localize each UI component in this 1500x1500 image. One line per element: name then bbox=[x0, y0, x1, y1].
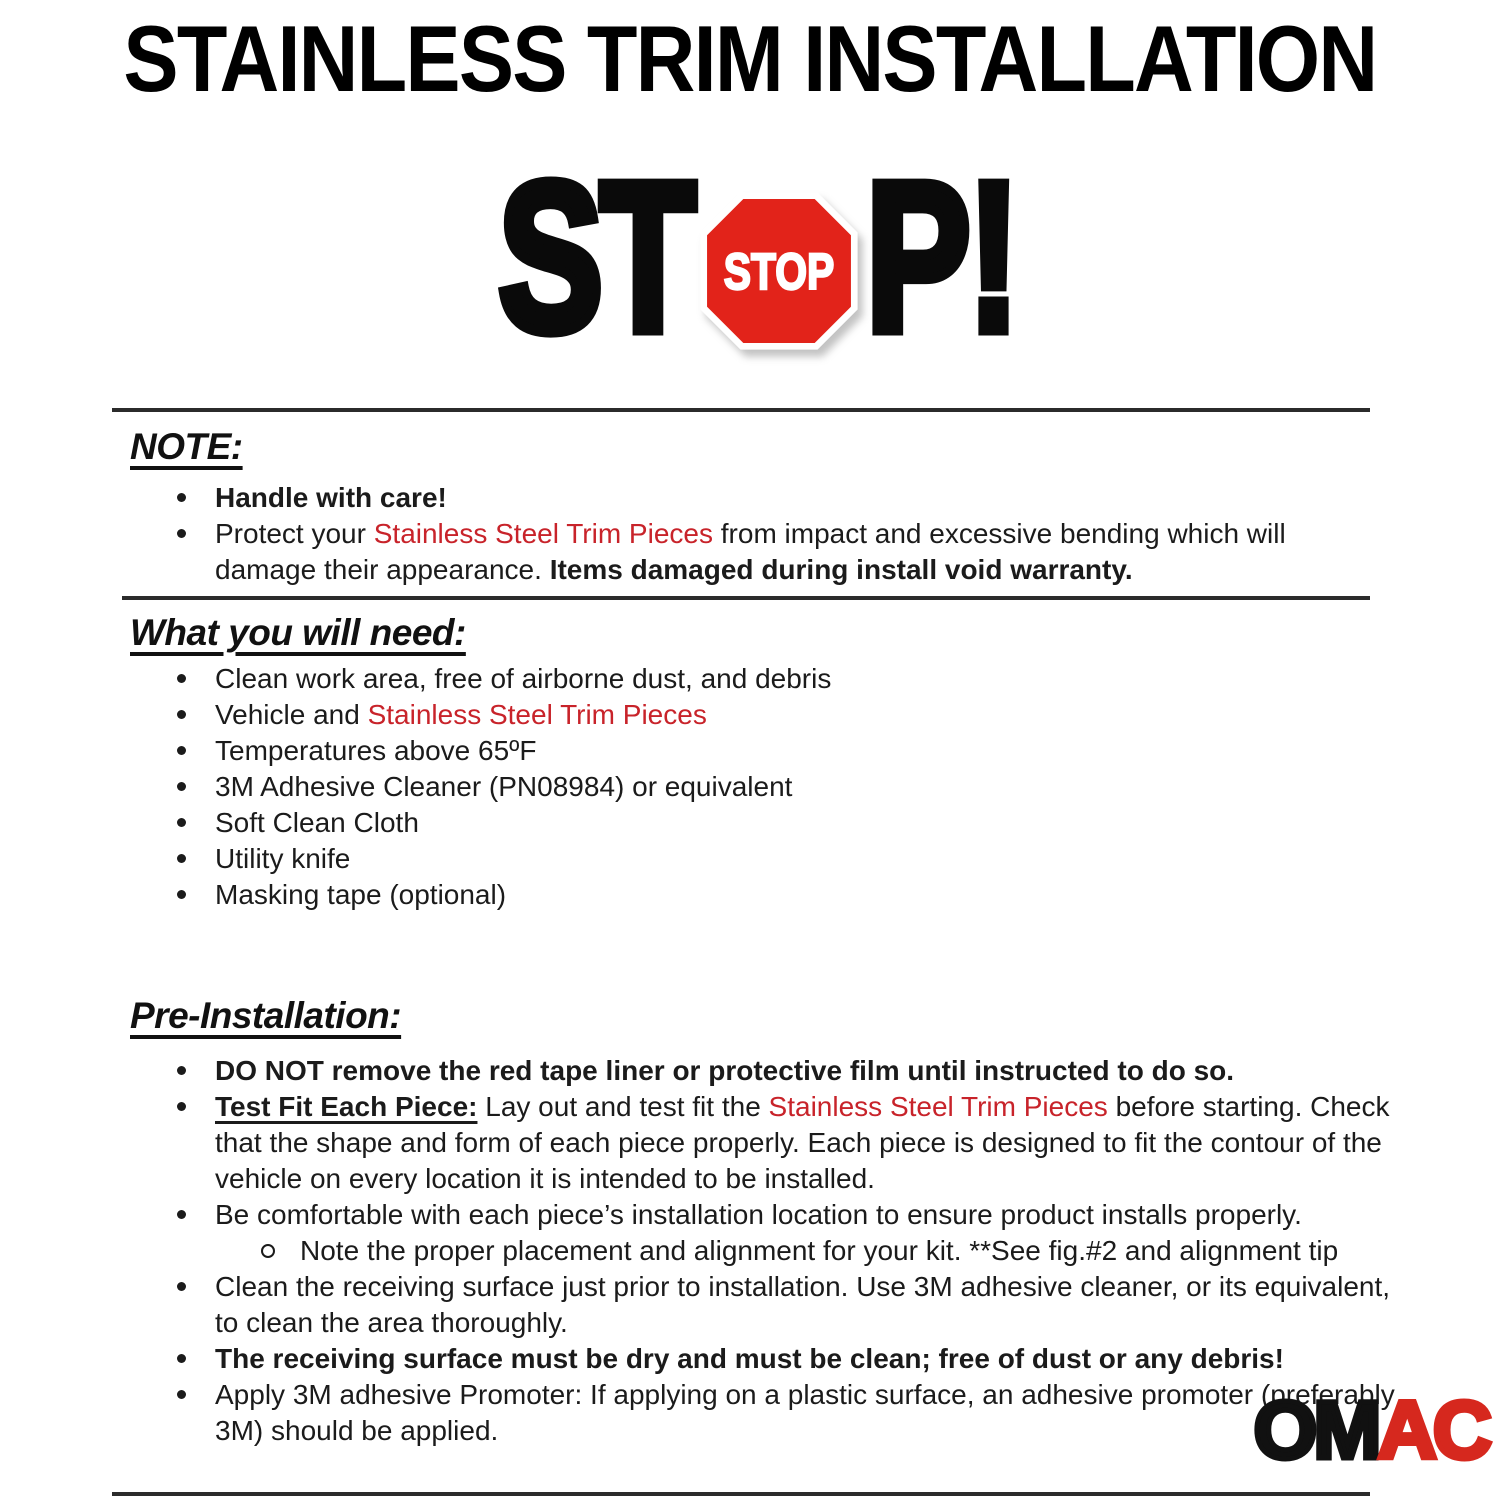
text-segment-red: Stainless Steel Trim Pieces bbox=[373, 518, 713, 549]
list-item bbox=[215, 769, 1380, 805]
text-segment: Vehicle and bbox=[215, 699, 368, 730]
text-segment: Lay out and test fit the bbox=[477, 1091, 769, 1122]
list-item bbox=[215, 733, 1380, 769]
list-subitem bbox=[215, 1233, 1420, 1269]
text-segment: Masking tape (optional) bbox=[215, 879, 507, 910]
list-item bbox=[215, 661, 1380, 697]
text-segment: Clean work area, free of airborne dust, and debris bbox=[215, 663, 832, 694]
stop-banner bbox=[0, 137, 1500, 375]
divider-top bbox=[112, 408, 1370, 412]
divider-bottom bbox=[112, 1492, 1370, 1496]
text-segment-label: Test Fit Each Piece: bbox=[215, 1091, 478, 1122]
text-segment: Apply 3M adhesive Promoter: If applying on a plastic surface, an adhesive promoter (preferably 3M) should be applied. bbox=[215, 1379, 1395, 1446]
what-you-need-heading: What you will need: bbox=[130, 612, 466, 653]
stop-banner-right-text: P! bbox=[866, 137, 1018, 375]
list-item bbox=[215, 697, 1380, 733]
page-title-text: STAINLESS TRIM INSTALLATION bbox=[123, 6, 1377, 111]
list-item bbox=[215, 1341, 1420, 1377]
text-segment-bold: DO NOT remove the red tape liner or protective film until instructed to do so. bbox=[215, 1055, 1235, 1086]
stop-sign-text: STOP bbox=[724, 241, 835, 300]
what-you-need-list bbox=[130, 661, 1380, 913]
text-segment: before starting. Check that the shape and form of each piece properly. Each piece is designed to fit the contour of the vehicle on every location it is intended to be installed. bbox=[215, 1091, 1390, 1194]
text-segment: Handle with care! bbox=[215, 482, 447, 513]
note-heading: NOTE: bbox=[130, 426, 243, 467]
text-segment: 3M Adhesive Cleaner (PN08984) or equivalent bbox=[215, 771, 793, 802]
pre-installation-heading: Pre-Installation: bbox=[130, 995, 402, 1036]
text-segment: Clean the receiving surface just prior to installation. Use 3M adhesive cleaner, or its equivalent, to clean the area thoroughly. bbox=[215, 1271, 1391, 1338]
text-segment-red: Stainless Steel Trim Pieces bbox=[768, 1091, 1108, 1122]
omac-logo-red-letters: AC bbox=[1377, 1385, 1488, 1476]
stop-sign-icon bbox=[698, 190, 860, 352]
list-item bbox=[215, 1089, 1420, 1197]
list-item bbox=[215, 1053, 1420, 1089]
text-segment: Protect your bbox=[215, 518, 374, 549]
omac-logo-black-letters: OM bbox=[1253, 1385, 1378, 1476]
page-title bbox=[0, 6, 1500, 111]
text-segment-bold: The receiving surface must be dry and must be clean; free of dust or any debris! bbox=[215, 1343, 1284, 1374]
list-item bbox=[215, 805, 1380, 841]
text-segment-bold: Items damaged during install void warranty. bbox=[549, 554, 1133, 585]
note-list bbox=[130, 480, 1380, 588]
list-item bbox=[215, 516, 1380, 588]
list-item bbox=[215, 1197, 1420, 1233]
list-item bbox=[215, 1377, 1420, 1449]
pre-installation-list bbox=[130, 1053, 1420, 1449]
text-segment: Soft Clean Cloth bbox=[215, 807, 419, 838]
stop-banner-left-text: ST bbox=[497, 137, 693, 375]
text-segment: from impact and excessive bending which will damage their appearance. bbox=[215, 518, 1286, 585]
text-segment: Utility knife bbox=[215, 843, 351, 874]
text-segment: Note the proper placement and alignment for your kit. **See fig.#2 and alignment tip bbox=[300, 1235, 1339, 1266]
list-item bbox=[215, 841, 1380, 877]
list-item bbox=[215, 877, 1380, 913]
divider-middle bbox=[122, 596, 1370, 600]
omac-logo bbox=[1253, 1385, 1488, 1476]
text-segment: Be comfortable with each piece’s installation location to ensure product installs properly. bbox=[215, 1199, 1302, 1230]
text-segment: Temperatures above 65ºF bbox=[215, 735, 537, 766]
text-segment-red: Stainless Steel Trim Pieces bbox=[367, 699, 707, 730]
list-item bbox=[215, 480, 1380, 516]
list-item bbox=[215, 1269, 1420, 1341]
